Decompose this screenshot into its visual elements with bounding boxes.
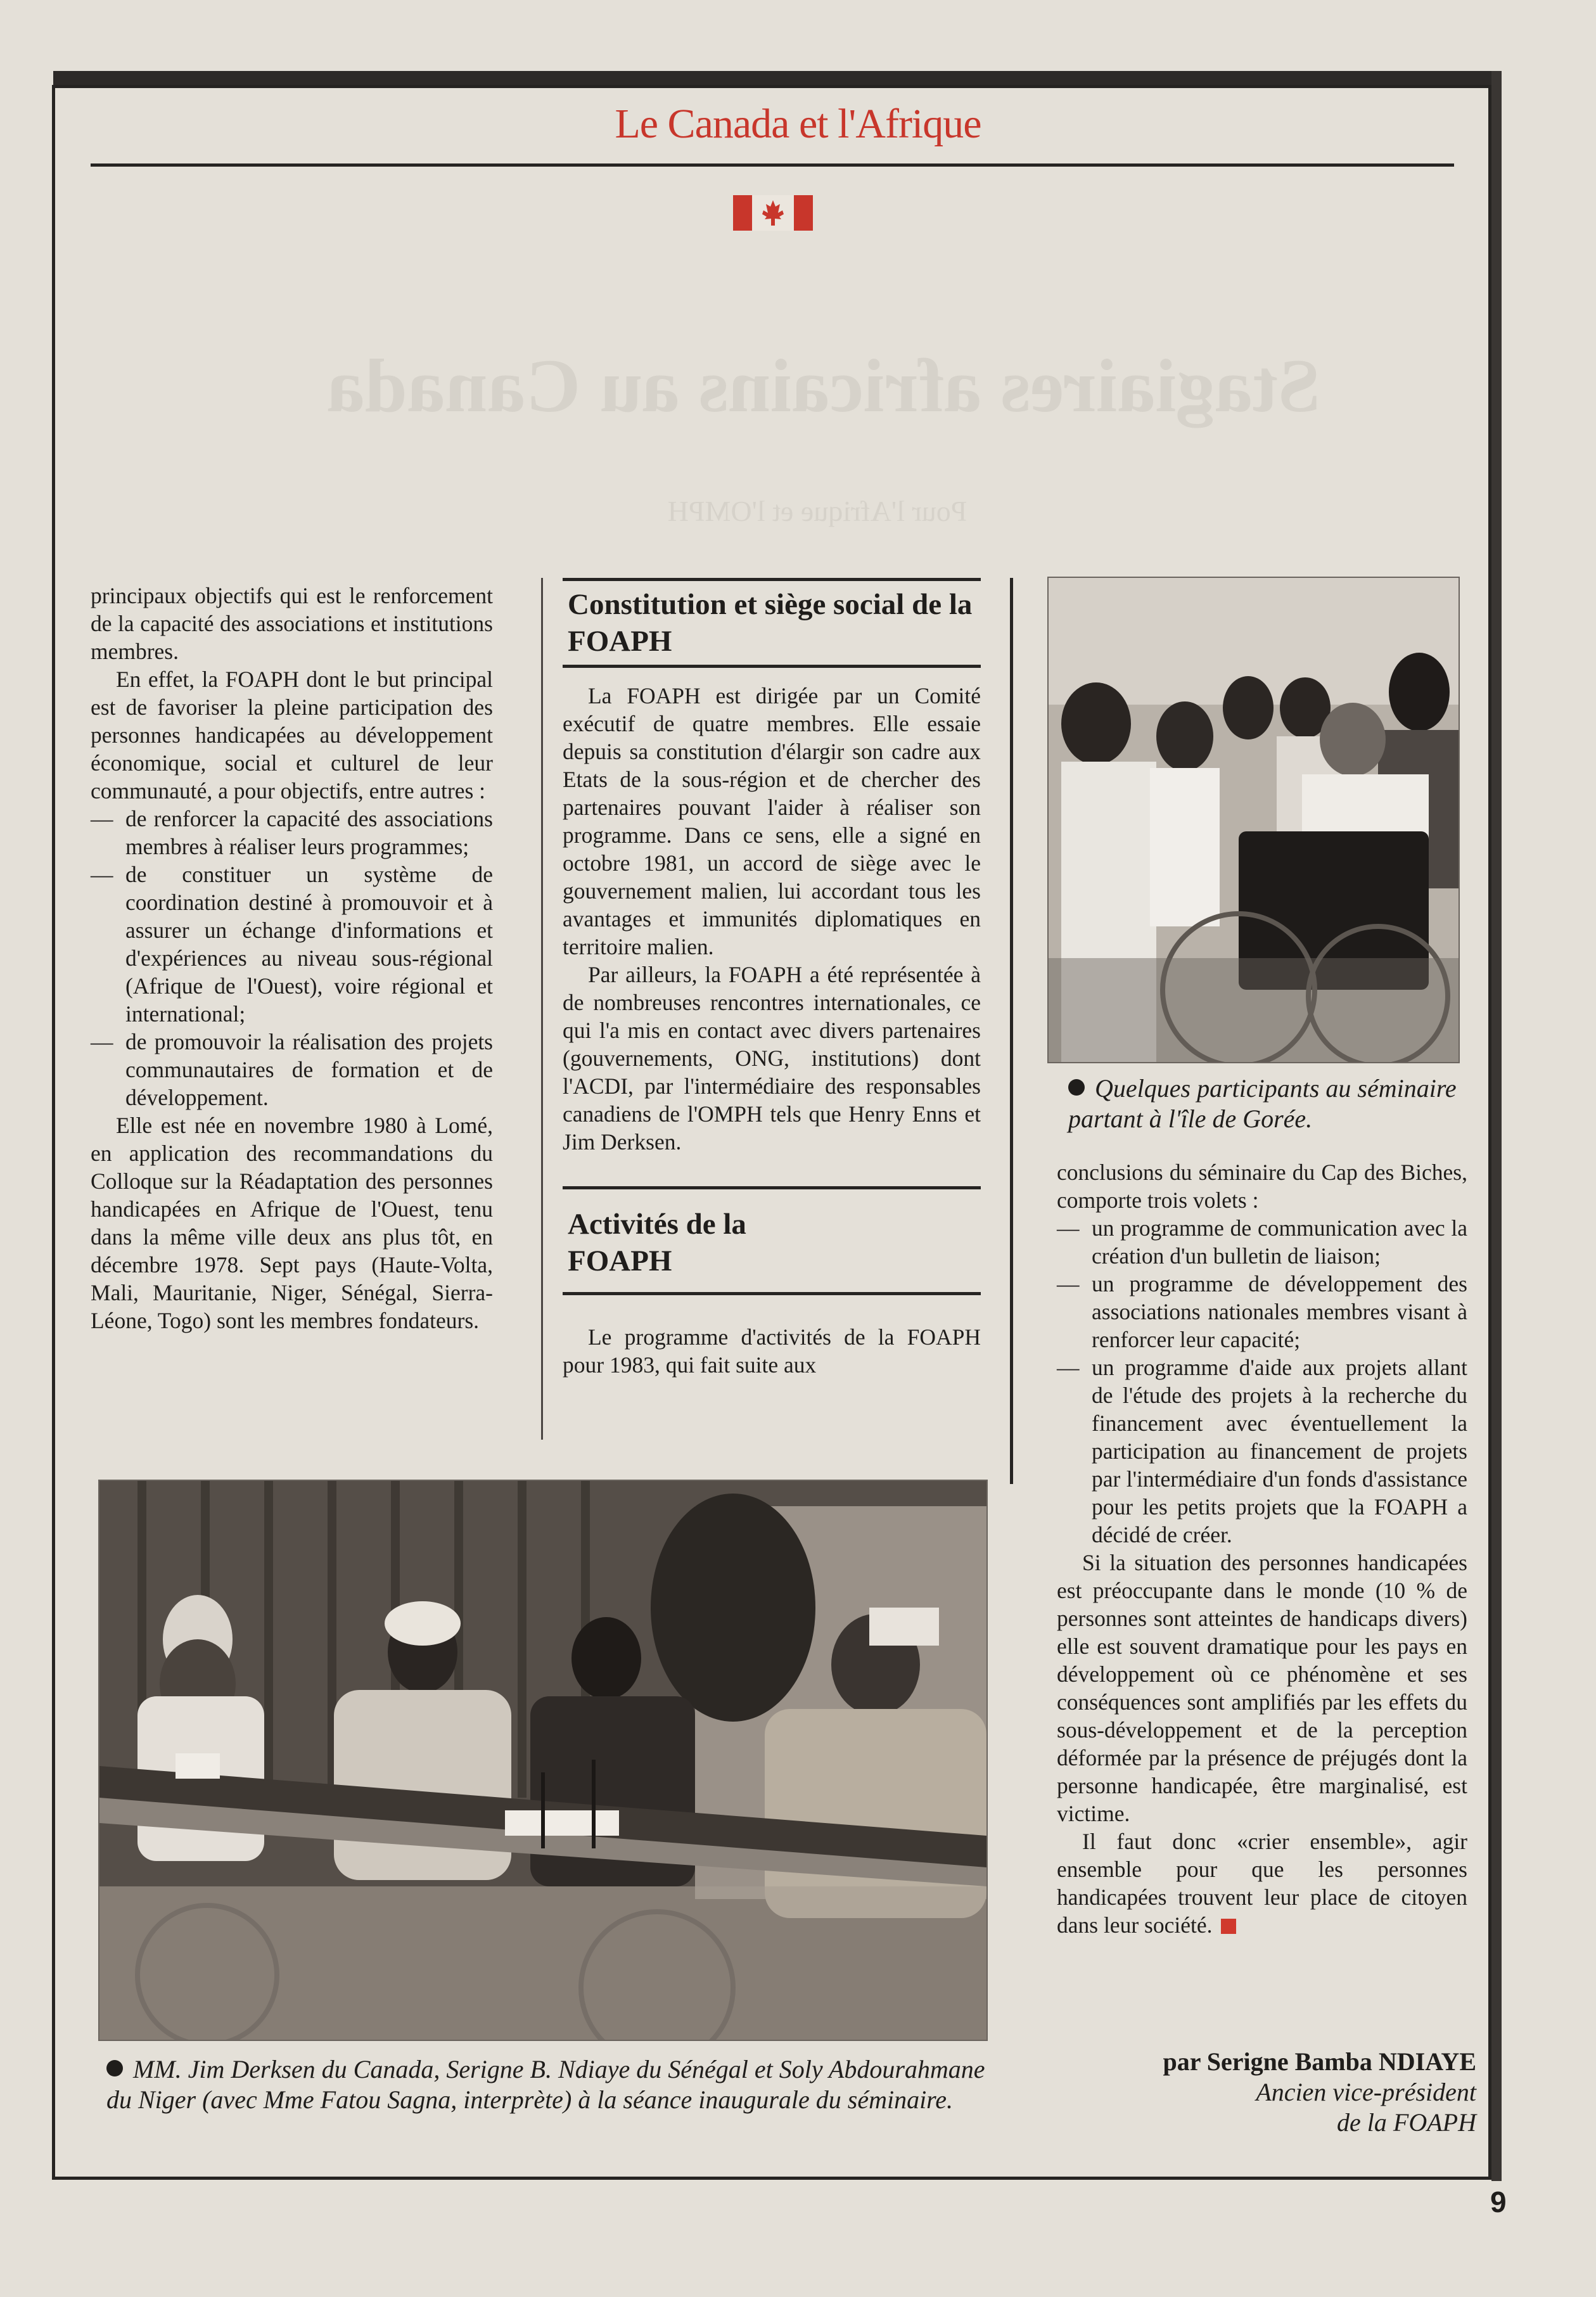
heading-rule (563, 1292, 981, 1295)
photo-participants-caption (1068, 1073, 1474, 1134)
paragraph: conclusions du séminaire du Cap des Biches, comporte trois volets : (1057, 1160, 1467, 1213)
list-item: — de constituer un système de coordination destiné à promouvoir et à assurer un échange d'informations et d'expériences au niveau sous-régional (Afrique de l'Ouest), voire régional et international; (91, 861, 493, 1028)
canada-flag-icon (733, 193, 813, 233)
closing-text: Il faut donc «crier ensemble», agir ensemble pour que les personnes handicapées trouvent leur place de citoyen dans leur société. (1057, 1829, 1467, 1938)
paragraph: En effet, la FOAPH dont le but principal est de favoriser la pleine participation des personnes handicapées au développement économique, social et culturel de leur communauté, a pour objectifs, entre autres : (91, 667, 493, 803)
list-item: — un programme de communication avec la création d'un bulletin de liaison; (1057, 1214, 1467, 1270)
header-rule (91, 163, 1454, 167)
paragraph: La FOAPH est dirigée par un Comité exécutif de quatre membres. Elle essaie depuis sa constitution d'élargir son cadre aux Etats de la sous-région et de chercher des partenaires pouvant l'aider à réaliser son programme. Dans ce sens, elle a signé en octobre 1981, un accord de siège avec le gouvernement malien, lui accordant tous les avantages et immunités diplomatiques en territoire malien. (563, 683, 981, 959)
heading-rule (563, 578, 981, 581)
heading-rule (563, 1186, 981, 1189)
paragraph: Le programme d'activités de la FOAPH pour 1983, qui fait suite aux (563, 1324, 981, 1378)
caption-text: MM. Jim Derksen du Canada, Serigne B. Ndiaye du Sénégal et Soly Abdourahmane du Niger (avec Mme Fatou Sagna, interprète) à la séance inaugurale du séminaire. (106, 2055, 985, 2114)
photo-participants (1047, 577, 1460, 1063)
column-divider (1010, 578, 1013, 1484)
bullet-icon (106, 2060, 123, 2076)
paragraph: principaux objectifs qui est le renforcement de la capacité des associations et institutions membres. (91, 583, 493, 664)
end-mark-icon (1221, 1919, 1236, 1934)
photo-seminar (98, 1480, 988, 2041)
bleedthrough-title: Stagiaires africains au Canada (327, 343, 1320, 428)
column-divider (541, 578, 543, 1440)
bleedthrough-subtitle: Pour l'Afrique et l'OMPH (667, 495, 967, 527)
list-item: — un programme d'aide aux projets allant de l'étude des projets à la recherche du financement avec éventuellement la participation au financement de projets par l'intermédiaire d'un fonds d'assistance pour les petits projets que la FOAPH a décidé de créer. (1057, 1353, 1467, 1549)
bullet-icon (1068, 1079, 1085, 1096)
header-title: Le Canada et l'Afrique (615, 101, 981, 147)
list-item: — de renforcer la capacité des associations membres à réaliser leurs programmes; (91, 805, 493, 861)
section-heading: Constitution et siège social de la FOAPH (568, 588, 973, 658)
heading-rule (563, 665, 981, 668)
section-heading: Activités de la FOAPH (568, 1208, 746, 1277)
page-number: 9 (1490, 2185, 1507, 2218)
paragraph: Si la situation des personnes handicapées est préoccupante dans le monde (10 % de personnes sont atteintes de handicaps divers) elle est souvent dramatique pour les pays en développement où ce phénomène et ses conséquences sont amplifiés par les effets du sous-développement et de la perception déformée par la présence de préjugés dont la personne handicapée, être marginalisé, est victime. (1057, 1550, 1467, 1826)
author-role-line: de la FOAPH (1337, 2108, 1476, 2137)
author-role-line: Ancien vice-président (1256, 2078, 1476, 2106)
paragraph: Par ailleurs, la FOAPH a été représentée à de nombreuses rencontres internationales, ce qui l'a mis en contact avec divers partenaires (gouvernements, ONG, institutions) dont l'ACDI, par l'intermédiaire des responsables canadiens de l'OMPH tels que Henry Enns et Jim Derksen. (563, 962, 981, 1155)
photo-seminar-caption (106, 2054, 1006, 2115)
caption-text: Quelques participants au séminaire partant à l'île de Gorée. (1068, 1074, 1457, 1133)
author-role (1077, 2077, 1476, 2138)
list-item: — de promouvoir la réalisation des projets communautaires de formation et de développement. (91, 1028, 493, 1111)
photo-participants-image (1049, 578, 1460, 1063)
article-column-2 (563, 578, 981, 1379)
author-name: par Serigne Bamba NDIAYE (1163, 2047, 1476, 2076)
byline (1077, 2047, 1476, 2138)
page-edge-strip (1491, 71, 1502, 2181)
objectives-list (91, 805, 493, 1111)
list-item: — un programme de développement des associations nationales membres visant à renforcer leur capacité; (1057, 1270, 1467, 1353)
article-column-1 (91, 582, 493, 1334)
photo-seminar-image (99, 1481, 988, 2041)
article-column-3 (1057, 1158, 1467, 1939)
program-list (1057, 1214, 1467, 1549)
paragraph (1057, 1827, 1467, 1939)
frame-top-band (53, 71, 1493, 86)
paragraph: Elle est née en novembre 1980 à Lomé, en application des recommandations du Colloque sur la Réadaptation des personnes handicapées en Afrique de l'Ouest, tenu dans la même ville deux ans plus tôt, en décembre 1978. Sept pays (Haute-Volta, Mali, Mauritanie, Niger, Sénégal, Sierra-Léone, Togo) sont les membres fondateurs. (91, 1113, 493, 1333)
